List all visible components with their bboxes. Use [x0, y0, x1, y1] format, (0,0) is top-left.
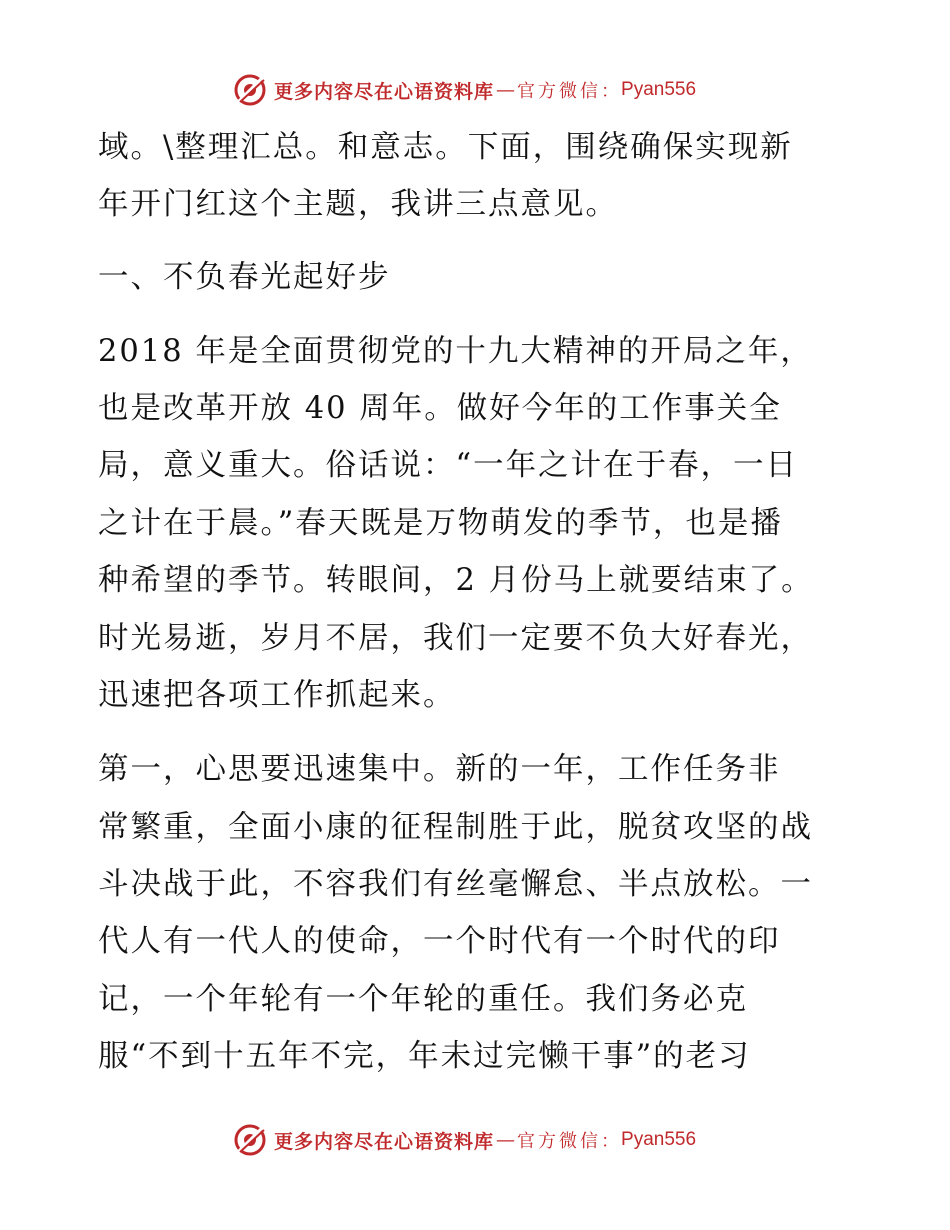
text-line: 年开门红这个主题，我讲三点意见。 [98, 187, 618, 222]
text-line: 常繁重，全面小康的征程制胜于此，脱贫攻坚的战 [98, 810, 813, 845]
header-banner [232, 70, 696, 110]
header-wechat-id: Pyan556 [621, 79, 697, 100]
text-line: 记，一个年轮有一个年轮的重任。我们务必克 [98, 982, 748, 1017]
text-line: 服“不到十五年不完，年未过完懒干事”的老习 [98, 1039, 751, 1074]
text-line: 迅速把各项工作抓起来。 [98, 678, 456, 713]
text-line: 种希望的季节。转眼间，2 月份马上就要结束了。 [98, 563, 814, 598]
text-line: 也是改革开放 40 周年。做好今年的工作事关全 [98, 391, 782, 426]
footer-separator: — [496, 1129, 516, 1151]
text-line: 2018 年是全面贯彻党的十九大精神的开局之年， [98, 334, 813, 369]
text-line: 第一，心思要迅速集中。新的一年，工作任务非 [98, 752, 781, 787]
footer-colon: ： [601, 1131, 620, 1152]
header-separator: — [496, 79, 516, 101]
text-line: 时光易逝，岁月不居，我们一定要不负大好春光， [98, 621, 813, 656]
text-line: 之计在于晨。”春天既是万物萌发的季节，也是播 [98, 506, 783, 541]
header-title: 更多内容尽在心语资料库 [274, 80, 495, 103]
header-colon: ： [601, 81, 620, 102]
header-wechat-label: 官方微信 [517, 81, 602, 102]
logo-icon [232, 72, 268, 108]
text-line: 斗决战于此，不容我们有丝毫懈怠、半点放松。一 [98, 867, 813, 902]
text-line: 局，意义重大。俗话说：“一年之计在于春，一日 [98, 448, 799, 483]
footer-wechat-label: 官方微信 [517, 1131, 602, 1152]
footer-title: 更多内容尽在心语资料库 [274, 1130, 495, 1153]
footer-banner [232, 1120, 696, 1160]
text-line: 代人有一代人的使命，一个时代有一个时代的印 [98, 924, 781, 959]
text-line: 域。\整理汇总。和意志。下面，围绕确保实现新 [98, 130, 793, 165]
logo-icon [232, 1122, 268, 1158]
section-heading: 一、不负春光起好步 [98, 260, 391, 295]
footer-wechat-id: Pyan556 [621, 1129, 697, 1150]
